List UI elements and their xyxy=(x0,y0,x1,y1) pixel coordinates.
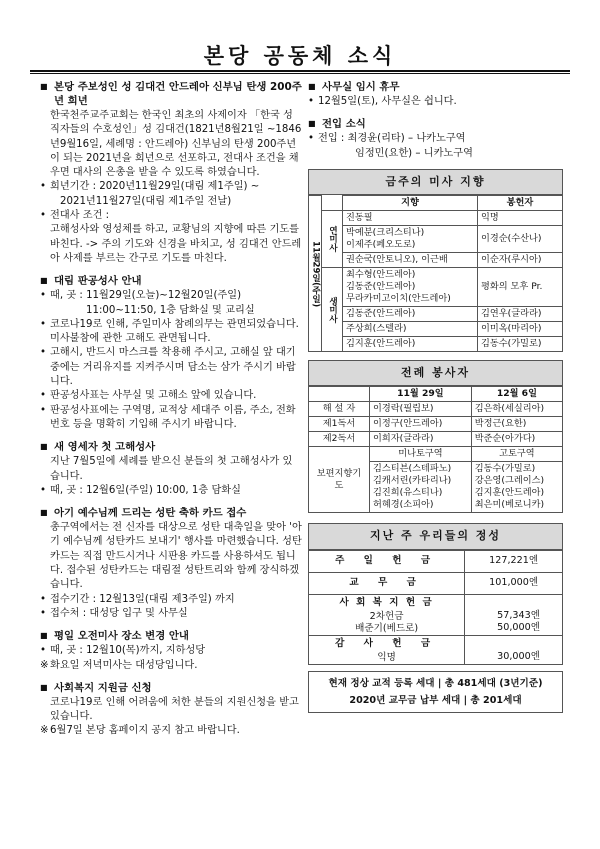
offering-value: 50,000엔 xyxy=(497,621,540,633)
jubilee-period: 희년기간 : 2020년11월29일(대림 제1주일) ~ xyxy=(50,181,260,193)
right-column xyxy=(308,80,563,713)
registration-summary xyxy=(308,671,563,713)
square-bullet-icon: ■ xyxy=(40,631,48,641)
col-date-2: 12월 6일 xyxy=(471,387,562,402)
liturgy-title: 전례 봉사자 xyxy=(308,360,563,386)
offerer-cell: 이미옥(마리아) xyxy=(478,322,563,337)
indulgence-body: 고해성사와 영성체를 하고, 교황님의 지향에 따른 기도를 바친다. -> 주의 기도와 신경을 바치고, 성 김대건 안드레아 사제를 부르는 간구로 기도를 마친다. xyxy=(50,224,302,264)
section-jubilee xyxy=(40,80,302,266)
dot-bullet-icon: • xyxy=(40,645,47,657)
card-period: 접수기간 : 12월13일(대림 제3주일) 까지 xyxy=(50,593,235,605)
offerer-cell: 익명 xyxy=(478,211,563,226)
dot-bullet-icon: • xyxy=(40,404,47,416)
section-body: 한국천주교주교회는 한국인 최초의 사제이자 「한국 성직자들의 수호성인」성 김대건(1821년8월21일 ~1846년9월16일, 세례명 : 안드레아) 신부님의 탄생 200주년이 되는 2021년을 희년으로 선포하고, 전대사 조건을 채우면 대사의 은총을 받을 수 있도록 하였습니다. xyxy=(50,110,302,179)
server-cell: 박준순(아가다) xyxy=(471,432,562,447)
square-bullet-icon: ■ xyxy=(40,442,48,452)
intention-cell: 주상희(스텔라) xyxy=(343,322,478,337)
registration-line: 현재 정상 교적 등록 세대 | 총 481세대 (3년기준) xyxy=(328,677,543,689)
office-closed-body: 12월5일(토), 사무실은 쉽니다. xyxy=(318,96,457,107)
confession-note: 고해시, 반드시 마스크를 착용해 주시고, 고해실 앞 대기 중에는 거리유지를 지켜주시며 담소는 삼가 주시기 바랍니다. xyxy=(50,347,296,388)
dot-bullet-icon: • xyxy=(40,607,47,619)
section-title: 대림 판공성사 안내 xyxy=(54,275,142,288)
section-title: 새 영세자 첫 고해성사 xyxy=(54,441,156,454)
role-cell: 보편지향기도 xyxy=(309,447,370,513)
intention-cell: 진동필 xyxy=(343,211,478,226)
section-confession xyxy=(40,274,302,432)
section-weekday-mass xyxy=(40,629,302,673)
registration-line: 2020년 교무금 납부 세대 | 총 201세대 xyxy=(349,694,522,706)
square-bullet-icon: ■ xyxy=(40,276,48,286)
section-welfare xyxy=(40,681,302,739)
offering-label: 교 무 금 xyxy=(309,572,465,594)
confession-note: 판공성사표에는 구역명, 교적상 세대주 이름, 주소, 전화번호 등을 명확히 기입해 주시기 바랍니다. xyxy=(50,404,296,430)
section-christmas-card xyxy=(40,506,302,621)
offering-box xyxy=(308,523,563,664)
group-cell: 고토구역 xyxy=(471,447,562,462)
card-place: 접수처 : 대성당 입구 및 사무실 xyxy=(50,607,188,619)
intention-cell: 박예분(크리스티나) 이제주(페오도로) xyxy=(343,226,478,253)
offering-title: 지난 주 우리들의 정성 xyxy=(308,523,563,549)
col-intention: 지향 xyxy=(343,196,478,211)
section-body: 총구역에서는 전 신자를 대상으로 성탄 대축일을 맞아 '아기 예수님께 성탄카드 보내기' 행사를 마련했습니다. 성탄카드는 직접 만드시거나 시판용 카드를 사용하셔도 됩니다. 접수된 성탄카드는 대림절 성탄트리와 함께 장식하겠습니다. xyxy=(50,522,302,591)
offerer-cell: 이순자(루시아) xyxy=(478,253,563,268)
asterisk-icon: ※ xyxy=(40,725,49,737)
confession-when: 때, 곳 : 11월29일(오늘)~12월20일(주일) xyxy=(50,290,242,302)
title-rule-bottom xyxy=(30,73,570,74)
new-baptized-when: 때, 곳 : 12월6일(주일) 10:00, 1층 담화실 xyxy=(50,484,241,496)
col-date-1: 11월 29일 xyxy=(370,387,472,402)
title-rule-top xyxy=(30,70,570,72)
role-cell: 제2독서 xyxy=(309,432,370,447)
intention-cell: 김지훈(안드레아) xyxy=(343,337,478,352)
confession-time: 11:00~11:50, 1층 담화실 및 교리실 xyxy=(86,304,255,316)
dot-bullet-icon: • xyxy=(40,210,47,222)
dot-bullet-icon: • xyxy=(40,593,47,605)
offerer-cell: 김연우(글라라) xyxy=(478,307,563,322)
offering-value: 101,000엔 xyxy=(465,572,563,594)
server-cell: 이정구(안드레아) xyxy=(370,417,472,432)
weekday-mass-note: 화요일 저녁미사는 대성당입니다. xyxy=(50,659,198,671)
square-bullet-icon: ■ xyxy=(40,82,48,91)
offering-sublabel: 배준기(베드로) xyxy=(355,622,419,634)
col-offerer: 봉헌자 xyxy=(478,196,563,211)
offering-label: 감 사 헌 금 xyxy=(335,637,439,649)
intention-cell: 김동준(안드레아) xyxy=(343,307,478,322)
server-cell: 박정근(요한) xyxy=(471,417,562,432)
section-body: 지난 7월5일에 세례를 받으신 분들의 첫 고해성사가 있습니다. xyxy=(50,456,293,482)
server-cell: 이희자(글라라) xyxy=(370,432,472,447)
dot-bullet-icon: • xyxy=(40,347,47,359)
section-transfer-in xyxy=(308,117,563,161)
section-title: 평일 오전미사 장소 변경 안내 xyxy=(54,630,189,643)
dot-bullet-icon: • xyxy=(40,390,47,402)
dot-bullet-icon: • xyxy=(40,290,47,302)
offerer-cell: 김동수(가밀로) xyxy=(478,337,563,352)
server-cell: 김동수(가밀로) 강은영(그레이스) 김지훈(안드레아) 최은미(베로니카) xyxy=(471,462,562,513)
page-title: 본당 공동체 소식 xyxy=(203,44,397,68)
offering-value: 127,221엔 xyxy=(465,550,563,572)
offering-label: 사 회 복 지 헌 금 xyxy=(339,596,434,608)
offering-sublabel: 2차헌금 xyxy=(369,610,404,622)
group-requiem: 연미사 xyxy=(322,211,343,268)
mass-date: 11월29일(주일) xyxy=(309,196,322,352)
group-living: 생미사 xyxy=(322,268,343,352)
offering-sublabel: 익명 xyxy=(377,651,396,663)
dot-bullet-icon: • xyxy=(308,133,315,145)
welfare-note: 6월7일 본당 홈페이지 공지 참고 바랍니다. xyxy=(50,725,240,737)
section-new-baptized xyxy=(40,440,302,498)
left-column xyxy=(40,80,302,747)
square-bullet-icon: ■ xyxy=(308,119,316,129)
section-title: 사무실 임시 휴무 xyxy=(322,81,400,93)
section-office-closed xyxy=(308,80,563,109)
dot-bullet-icon: • xyxy=(40,484,47,496)
mass-intention-box xyxy=(308,169,563,352)
role-cell: 제1독서 xyxy=(309,417,370,432)
indulgence-label: 전대사 조건 : xyxy=(50,210,110,222)
jubilee-period-end: 2021년11월27일(대림 제1주일 전날) xyxy=(60,195,232,207)
liturgy-box xyxy=(308,360,563,513)
offering-value: 30,000엔 xyxy=(465,635,563,664)
dot-bullet-icon: • xyxy=(40,181,47,193)
section-title: 전입 소식 xyxy=(322,118,366,131)
section-title: 사회복지 지원금 신청 xyxy=(54,681,152,694)
dot-bullet-icon: • xyxy=(40,318,47,330)
intention-cell: 권순국(안토니오), 이근배 xyxy=(343,253,478,268)
transfer-line: 전입 : 최경윤(리타) – 나카노구역 xyxy=(318,133,466,145)
square-bullet-icon: ■ xyxy=(40,508,48,518)
confession-note: 코로나19로 인해, 주일미사 참례의무는 관면되었습니다. 미사불참에 관한 고해도 관면됩니다. xyxy=(50,318,299,345)
liturgy-table xyxy=(308,386,563,513)
transfer-line: 임정민(요한) – 니카노구역 xyxy=(355,147,473,159)
group-cell: 미나토구역 xyxy=(370,447,472,462)
role-cell: 해 설 자 xyxy=(309,402,370,417)
offering-label: 주 일 헌 금 xyxy=(309,550,465,572)
asterisk-icon: ※ xyxy=(40,659,49,671)
server-cell: 김은하(세실리아) xyxy=(471,402,562,417)
section-body: 코로나19로 인해 어려움에 처한 분들의 지원신청을 받고 있습니다. xyxy=(50,696,299,723)
intention-cell: 최수형(안드레아) 김동준(안드레아) 무라카미고이치(안드레아) xyxy=(343,268,478,307)
mass-intention-table xyxy=(308,195,563,352)
section-title: 본당 주보성인 성 김대건 안드레아 신부님 탄생 200주년 희년 xyxy=(54,81,302,107)
square-bullet-icon: ■ xyxy=(40,682,48,692)
offering-value: 57,343엔 xyxy=(497,609,540,621)
dot-bullet-icon: • xyxy=(308,96,315,107)
mass-intention-title: 금주의 미사 지향 xyxy=(308,169,563,195)
offerer-cell: 평화의 모후 Pr. xyxy=(478,268,563,307)
offering-table xyxy=(308,550,563,665)
server-cell: 김스티븐(스테파노) 김캐서린(카타리나) 김진희(유스티나) 허혜경(소피아) xyxy=(370,462,472,513)
square-bullet-icon: ■ xyxy=(308,82,316,91)
server-cell: 이경락(필립보) xyxy=(370,402,472,417)
confession-note: 판공성사표는 사무실 및 고해소 앞에 있습니다. xyxy=(50,390,257,402)
section-title: 아기 예수님께 드리는 성탄 축하 카드 접수 xyxy=(54,507,247,520)
offerer-cell: 이경순(수산나) xyxy=(478,226,563,253)
weekday-mass-when: 때, 곳 : 12월10(목)까지, 지하성당 xyxy=(50,645,206,657)
